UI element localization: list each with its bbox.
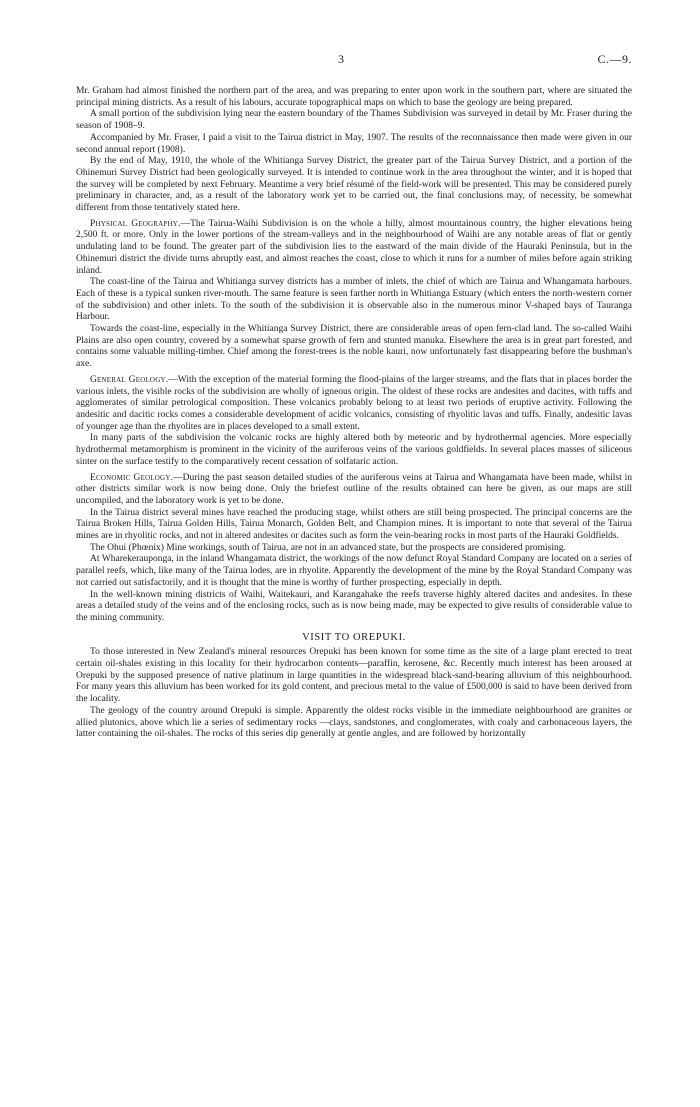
paragraph: At Wharekerauponga, in the inland Whangamata district, the workings of the now defunct Royal Standard Company are located on a series of parallel reefs, which, like many of the Tairua lodes, are in rhyolite. Apparently the development of the mine by the Royal Standard Company was not carried out satisfactorily, and it is thought that the mine is worthy of further prospecting, especially in depth. — [76, 554, 632, 588]
page-number: 3 — [338, 52, 344, 66]
paragraph-heading: General Geology. — [90, 374, 169, 385]
paragraph: Accompanied by Mr. Fraser, I paid a visit to the Tairua district in May, 1907. The results of the reconnaissance then made were given in our second annual report (1908). — [76, 132, 632, 155]
document-reference: C.—9. — [597, 52, 632, 66]
page-header — [76, 52, 632, 72]
section-title: VISIT TO OREPUKI. — [302, 631, 406, 643]
page-body — [76, 86, 632, 741]
paragraph: By the end of May, 1910, the whole of the Whitianga Survey District, the greater part of the Tairua Survey District, and a portion of the Ohinemuri Survey District had been geologically surveyed. It is intended to continue work in the area throughout the winter, and it is hoped that the survey will be completed by next February. Meantime a very brief résumé of the field-work will be presented. This may be considered purely preliminary in character, and, as a result of the laboratory work yet to be carried out, the final conclusions may, of necessity, be somewhat different from those tentatively stated here. — [76, 156, 632, 214]
paragraph: The coast-line of the Tairua and Whitianga survey districts has a number of inlets, the chief of which are Tairua and Whangamata harbours. Each of these is a typical sunken river-mouth. The same feature is seen farther north in Whitianga Estuary (which enters the north-western corner of the subdivision) and other inlets. To the south of the subdivision it is observable also in the numerous minor V-shaped bays of Tauranga Harbour. — [76, 277, 632, 323]
paragraph: Towards the coast-line, especially in the Whitianga Survey District, there are considerable areas of open fern-clad land. The so-called Waihi Plains are also open country, covered by a somewhat sparse growth of fern and stunted manuka. Elsewhere the area is in great part forested, and contains some valuable milling-timber. Chief among the forest-trees is the noble kauri, now unfortunately fast disappearing before the bushman's axe. — [76, 324, 632, 370]
paragraph: In the Tairua district several mines have reached the producing stage, whilst others are still being prospected. The principal concerns are the Tairua Broken Hills, Tairua Golden Hills, Tairua Monarch, Golden Belt, and Champion mines. It is important to note that several of the Tairua mines are in rhyolitic rocks, and not in altered andesites or dacites such as form the vein-bearing rocks in most parts of the Hauraki Goldfields. — [76, 507, 632, 542]
paragraph: In many parts of the subdivision the volcanic rocks are highly altered both by meteoric and by hydrothermal agencies. More especially hydrothermal metamorphism is prominent in the vicinity of the auriferous veins of the various goldfields. In several places masses of siliceous sinter on the surface testify to the comparatively recent cessation of solfataric action. — [76, 433, 632, 467]
paragraph: In the well-known mining districts of Waihi, Waitekauri, and Karangahake the reefs traverse highly altered dacites and andesites. In these areas a detailed study of the veins and of the enclosing rocks, such as is now being made, may be expected to give results of considerable value to the mining community. — [76, 589, 632, 623]
paragraph: The Ohui (Phœnix) Mine workings, south of Tairua, are not in an advanced state, but the prospects are considered promising. — [90, 542, 566, 553]
paragraph-heading: Economic Geology. — [90, 472, 174, 483]
paragraph: Mr. Graham had almost finished the northern part of the area, and was preparing to enter upon work in the southern part, where are situated the principal mining districts. As a result of his labours, accurate topographical maps on which to base the geology are being prepared. — [76, 86, 632, 108]
paragraph: A small portion of the subdivision lying near the eastern boundary of the Thames Subdivision was surveyed in detail by Mr. Fraser during the season of 1908–9. — [76, 109, 632, 132]
paragraph: To those interested in New Zealand's mineral resources Orepuki has been known for some time as the site of a large plant erected to treat certain oil-shales existing in this locality for their hydrocarbon contents—paraffin, kerosene, &c. Recently much interest has been aroused at Orepuki by the supposed presence of native platinum in large quantities in the widespread black-sand-bearing alluvium of this neighbourhood. For many years this alluvium has been worked for its gold content, and precious metal to the value of £500,000 is said to have been derived from the locality. — [76, 647, 632, 705]
paragraph-economic-geology: Economic Geology.—During the past season detailed studies of the auriferous veins at Tairua and Whangamata have been made, whilst in other districts similar work is now being done. Only the briefest outline of the results obtained can here be given, as our maps are still uncompiled, and the laboratory work is yet to be done. — [76, 472, 632, 506]
paragraph-general-geology: General Geology.—With the exception of the material forming the flood-plains of the larger streams, and the flats that in places border the various inlets, the visible rocks of the subdivision are wholly of igneous origin. The oldest of these rocks are andesites and dacites, with tuffs and agglomerates of similar petrological composition. These volcanics probably belong to at least two periods of eruptive activity. Following the andesitic and dacitic rocks comes a considerable development of acidic volcanics, consisting of rhyolitic lavas and tuffs. Finally, andesitic lavas of younger age than the rhyolites are in places developed to a small extent. — [76, 374, 632, 432]
paragraph-heading: Physical Geography. — [90, 218, 181, 229]
document-page — [76, 52, 632, 741]
paragraph: The geology of the country around Orepuki is simple. Apparently the oldest rocks visible in the immediate neighbourhood are granites or allied plutonics, above which lie a series of sedimentary rocks —clays, sandstones, and conglomerates, with coaly and carbonaceous layers, the latter containing the oil-shales. The rocks of this series dip generally at gentle angles, and are followed by horizontally — [76, 705, 632, 740]
paragraph-physical-geography: Physical Geography.—The Tairua-Waihi Subdivision is on the whole a hilly, almost mountainous country, the higher elevations being 2,500 ft. or more. Only in the lower portions of the stream-valleys and in the neighbourhood of Waihi are any notable areas of flat or gently undulating land to be found. The greater part of the subdivision lies to the eastward of the main divide of the Hauraki Peninsula, but in the Ohinemuri district the divide turns abruptly east, and almost reaches the coast, close to which it runs for a number of miles before again striking inland. — [76, 218, 632, 276]
